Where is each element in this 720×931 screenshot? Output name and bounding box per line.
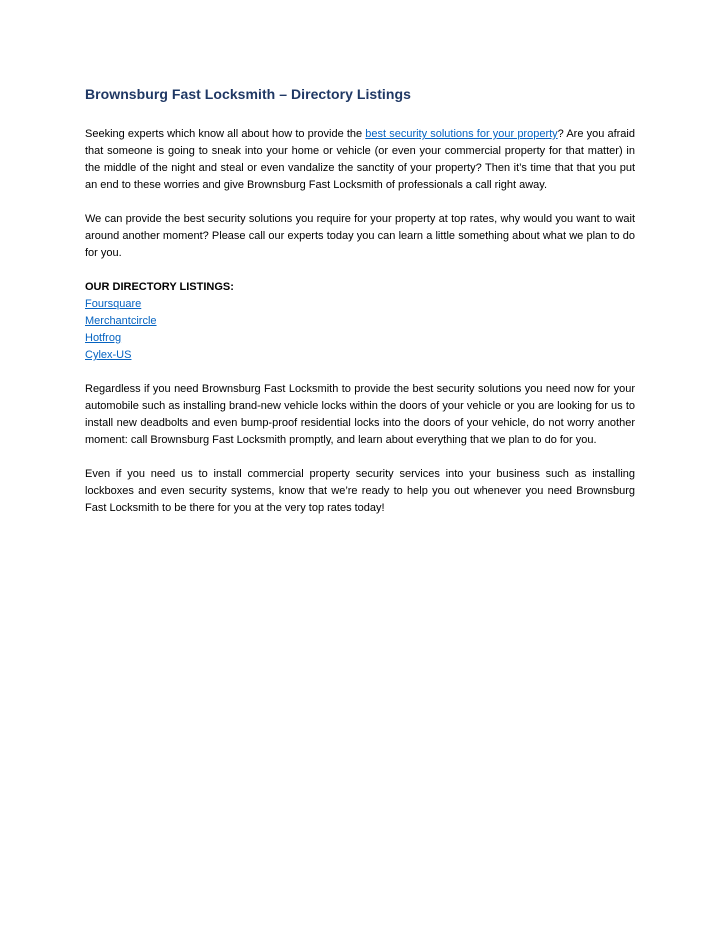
cylex-us-link[interactable]: Cylex-US — [85, 349, 132, 361]
commercial-services-paragraph: Even if you need us to install commercial property security services into your business such as installing lockboxes and even security systems, know that we’re ready to help you out whenever you need Brownsburg Fast Locksmith to be there for you at the very top rates today! — [85, 468, 635, 514]
automobile-services-paragraph: Regardless if you need Brownsburg Fast Locksmith to provide the best security solutions you need now for your automobile such as installing brand-new vehicle locks within the doors of your vehicle or you are looking for us to install new deadbolts and even bump-proof residential locks into the doors of your vehicle, do not worry another moment: call Brownsburg Fast Locksmith promptly, and learn about everything that we plan to do for you. — [85, 383, 635, 446]
list-item — [85, 313, 635, 330]
merchantcircle-link[interactable]: Merchantcircle — [85, 315, 157, 327]
directory-listings-list — [85, 296, 635, 364]
directory-listings-section — [85, 279, 635, 364]
directory-listings-heading: OUR DIRECTORY LISTINGS: — [85, 281, 234, 293]
list-item — [85, 347, 635, 364]
list-item — [85, 296, 635, 313]
foursquare-link[interactable]: Foursquare — [85, 298, 142, 310]
intro-paragraph — [85, 126, 635, 194]
page-title: Brownsburg Fast Locksmith – Directory Listings — [85, 86, 411, 102]
rates-paragraph: We can provide the best security solutions you require for your property at top rates, why would you want to wait around another moment? Please call our experts today you can learn a little something about what we plan to do for you. — [85, 213, 635, 259]
intro-text-after-link: ? Are you afraid that someone is going to sneak into your home or vehicle (or even your commercial property for that matter) in the middle of the night and steal or even vandalize the sanctity of your property? Then it’s time that that you put an end to these worries and give Brownsburg Fast Locksmith of professionals a call right away. — [85, 128, 635, 191]
intro-text-before-link: Seeking experts which know all about how to provide the — [85, 128, 366, 140]
list-item — [85, 330, 635, 347]
hotfrog-link[interactable]: Hotfrog — [85, 332, 122, 344]
document-page — [85, 84, 635, 534]
security-solutions-link[interactable]: best security solutions for your property — [365, 128, 558, 140]
